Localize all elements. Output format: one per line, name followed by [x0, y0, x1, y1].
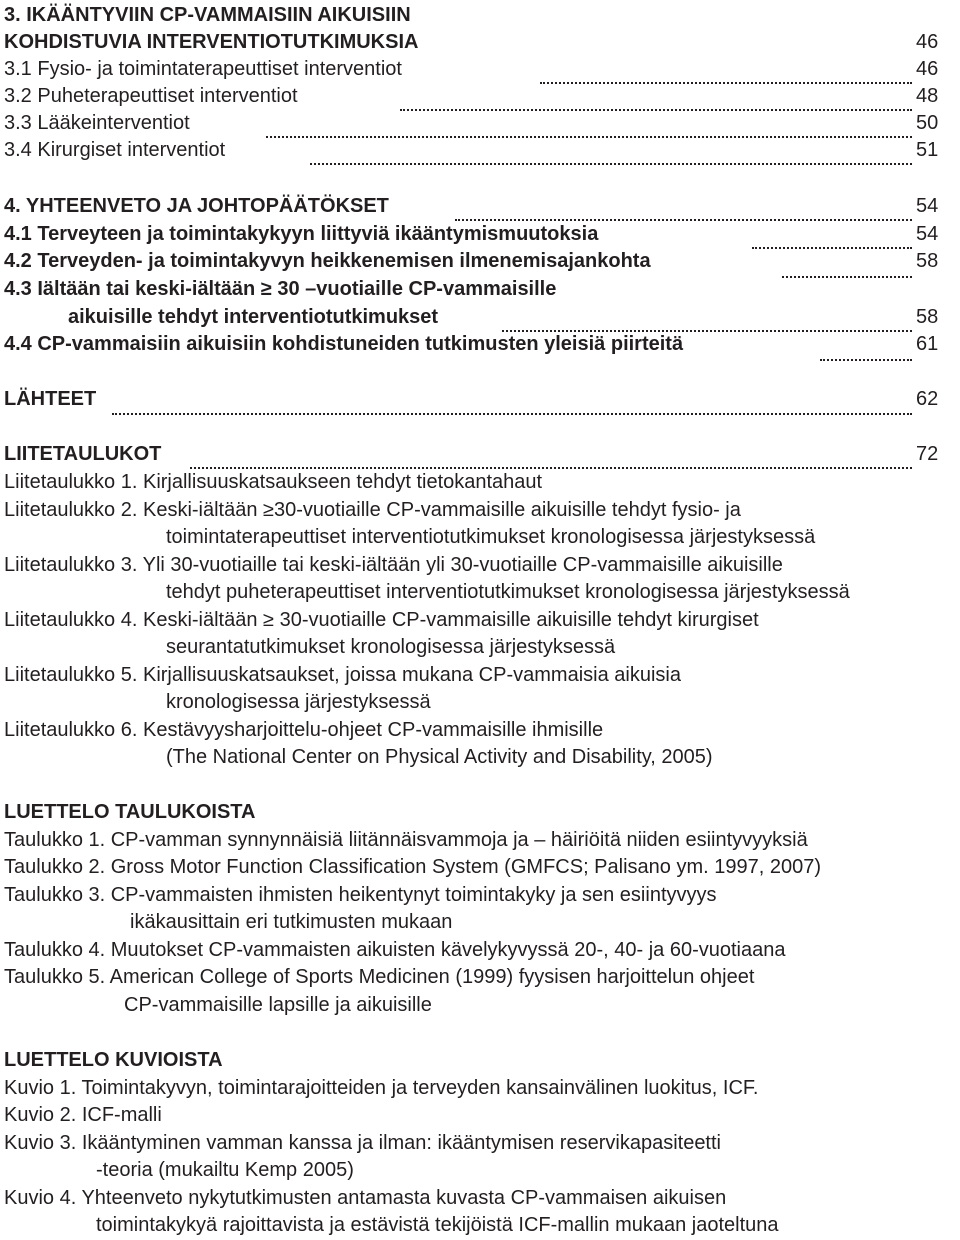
table-entry-continuation: ikäkausittain eri tutkimusten mukaan	[130, 911, 453, 933]
toc-entry-title: 3.3 Lääkeinterventiot	[4, 112, 190, 134]
table-entry: Taulukko 3. CP-vammaisten ihmisten heikentynyt toimintakyky ja sen esiintyvyys	[4, 884, 717, 906]
leader-dots	[400, 109, 912, 111]
appendix-table-entry-continuation: kronologisessa järjestyksessä	[166, 691, 431, 713]
appendix-table-entry-continuation: (The National Center on Physical Activity and Disability, 2005)	[166, 746, 713, 768]
appendix-table-entry: Liitetaulukko 2. Keski-iältään ≥30-vuotiaille CP-vammaisille aikuisille tehdyt fysio- ja	[4, 499, 741, 521]
toc-entry-title: KOHDISTUVIA INTERVENTIOTUTKIMUKSIA	[4, 31, 419, 53]
toc-page-number: 46	[916, 31, 939, 53]
appendix-table-entry-continuation: seurantatutkimukset kronologisessa järjestyksessä	[166, 636, 616, 658]
toc-page-number: 61	[916, 333, 939, 355]
toc-page-number: 48	[916, 85, 939, 107]
toc-page-number: 50	[916, 112, 939, 134]
leader-dots	[752, 247, 912, 249]
table-entry-continuation: CP-vammaisille lapsille ja aikuisille	[124, 994, 432, 1016]
table-entry: Taulukko 2. Gross Motor Function Classification System (GMFCS; Palisano ym. 1997, 2007)	[4, 856, 821, 878]
toc-entry-title: 4.4 CP-vammaisiin aikuisiin kohdistuneiden tutkimusten yleisiä piirteitä	[4, 333, 684, 355]
leader-dots	[540, 82, 912, 84]
leader-dots	[820, 359, 912, 361]
toc-page-number: 62	[916, 388, 939, 410]
toc-page-number: 54	[916, 195, 939, 217]
figure-entry: Kuvio 3. Ikääntyminen vamman kanssa ja ilman: ikääntymisen reservikapasiteetti	[4, 1132, 721, 1154]
toc-page-number: 58	[916, 250, 939, 272]
appendix-table-entry: Liitetaulukko 6. Kestävyysharjoittelu-ohjeet CP-vammaisille ihmisille	[4, 719, 604, 741]
figure-entry: Kuvio 1. Toimintakyvyn, toimintarajoitteiden ja terveyden kansainvälinen luokitus, ICF.	[4, 1077, 759, 1099]
figure-entry: Kuvio 4. Yhteenveto nykytutkimusten antamasta kuvasta CP-vammaisen aikuisen	[4, 1187, 727, 1209]
section-heading: LUETTELO KUVIOISTA	[4, 1049, 223, 1071]
toc-entry-title: 4.2 Terveyden- ja toimintakyvyn heikkenemisen ilmenemisajankohta	[4, 250, 651, 272]
leader-dots	[266, 136, 912, 138]
toc-entry-title: 4.3 Iältään tai keski-iältään ≥ 30 –vuotiaille CP-vammaisille	[4, 278, 557, 300]
appendix-table-entry: Liitetaulukko 1. Kirjallisuuskatsaukseen tehdyt tietokantahaut	[4, 471, 543, 493]
appendix-table-entry: Liitetaulukko 5. Kirjallisuuskatsaukset, joissa mukana CP-vammaisia aikuisia	[4, 664, 681, 686]
toc-page-number: 72	[916, 443, 939, 465]
appendix-table-entry-continuation: tehdyt puheterapeuttiset interventiotutkimukset kronologisessa järjestyksessä	[166, 581, 850, 603]
toc-entry-title: 3.1 Fysio- ja toimintaterapeuttiset interventiot	[4, 58, 402, 80]
toc-entry-title: 4.1 Terveyteen ja toimintakykyyn liittyviä ikääntymismuutoksia	[4, 223, 599, 245]
toc-entry-title: 3.4 Kirurgiset interventiot	[4, 139, 226, 161]
table-entry: Taulukko 5. American College of Sports Medicinen (1999) fyysisen harjoittelun ohjeet	[4, 966, 755, 988]
table-entry: Taulukko 4. Muutokset CP-vammaisten aikuisten kävelykyvyssä 20-, 40- ja 60-vuotiaana	[4, 939, 786, 961]
toc-page-number: 54	[916, 223, 939, 245]
toc-entry-title: LIITETAULUKOT	[4, 443, 162, 465]
appendix-table-entry-continuation: toimintaterapeuttiset interventiotutkimukset kronologisessa järjestyksessä	[166, 526, 816, 548]
toc-entry-title: LÄHTEET	[4, 388, 97, 410]
toc-entry-title: 3.2 Puheterapeuttiset interventiot	[4, 85, 298, 107]
toc-entry-title: 4. YHTEENVETO JA JOHTOPÄÄTÖKSET	[4, 195, 389, 217]
toc-page-number: 46	[916, 58, 939, 80]
section-heading: LUETTELO TAULUKOISTA	[4, 801, 256, 823]
appendix-table-entry: Liitetaulukko 4. Keski-iältään ≥ 30-vuotiaille CP-vammaisille aikuisille tehdyt kirurgiset	[4, 609, 759, 631]
figure-entry-continuation: -teoria (mukailtu Kemp 2005)	[96, 1159, 354, 1181]
figure-entry-continuation: toimintakykyä rajoittavista ja estävistä tekijöistä ICF-mallin mukaan jaoteltuna	[96, 1214, 779, 1236]
appendix-table-entry: Liitetaulukko 3. Yli 30-vuotiaille tai keski-iältään yli 30-vuotiaille CP-vammaisille aikuisille	[4, 554, 783, 576]
leader-dots	[112, 413, 912, 415]
toc-entry-title: 3. IKÄÄNTYVIIN CP-VAMMAISIIN AIKUISIIN	[4, 4, 411, 26]
toc-page-number: 51	[916, 139, 939, 161]
figure-entry: Kuvio 2. ICF-malli	[4, 1104, 162, 1126]
leader-dots	[310, 163, 912, 165]
leader-dots	[782, 276, 912, 278]
toc-entry-title: aikuisille tehdyt interventiotutkimukset	[68, 306, 439, 328]
toc-page-number: 58	[916, 306, 939, 328]
table-entry: Taulukko 1. CP-vamman synnynnäisiä liitännäisvammoja ja – häiriöitä niiden esiintyvyyksiä	[4, 829, 808, 851]
